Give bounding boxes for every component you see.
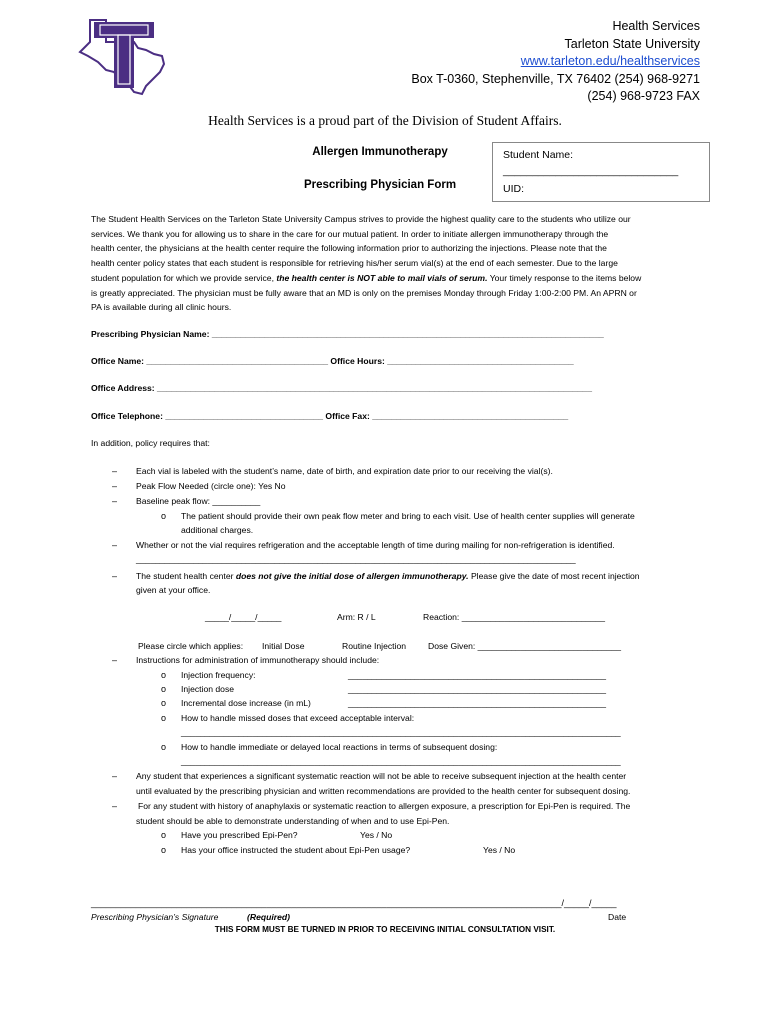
local-reactions-label: How to handle immediate or delayed local reactions in terms of subsequent dosing:	[181, 742, 498, 752]
peak-flow-note: The patient should provide their own peak flow meter and bring to each visit. Use of health center supplies will generate	[181, 511, 635, 521]
epipen-instructed-answer[interactable]: Yes / No	[483, 845, 516, 855]
injection-dose-label: Injection dose	[181, 684, 235, 694]
signature-required: (Required)	[247, 912, 290, 922]
office-address-field[interactable]: Office Address: ___________________________________________________________________________________________	[91, 383, 592, 393]
form-subtitle: Prescribing Physician Form	[303, 179, 457, 191]
dash-bullet: –	[112, 801, 118, 811]
baseline-peak-flow-field[interactable]: Baseline peak flow: __________	[136, 496, 261, 506]
arm-field[interactable]: Arm: R / L	[337, 612, 376, 622]
circle-bullet: o	[161, 511, 167, 521]
physician-name-field[interactable]: Prescribing Physician Name: __________________________________________________________________________________	[91, 329, 604, 339]
initial-dose-item	[136, 571, 640, 581]
dash-bullet: –	[112, 771, 118, 781]
peak-flow-needed[interactable]: Peak Flow Needed (circle one): Yes No	[136, 481, 286, 491]
vial-label-item: Each vial is labeled with the student’s name, date of birth, and expiration date prior to our receiving the vial(s).	[136, 466, 553, 476]
epipen-prescribed-question: Have you prescribed Epi-Pen?	[181, 830, 298, 840]
dash-bullet: –	[112, 466, 118, 476]
student-name-label: Student Name:	[503, 149, 574, 161]
dose-given-field[interactable]: Dose Given: ______________________________	[428, 641, 622, 651]
intro-line: health center policy states that each student is responsible for retrieving his/her serum vial(s) at the end of each semester. Due to the large	[91, 258, 618, 269]
signature-label: Prescribing Physician’s Signature	[91, 912, 219, 922]
initial-dose-item-cont: given at your office.	[136, 585, 211, 595]
anaphylaxis-item: For any student with history of anaphylaxis or systematic reaction to allergen exposure, a prescription for Epi-Pen is required. The	[138, 801, 631, 811]
circle-bullet: o	[161, 713, 167, 723]
reaction-field[interactable]: Reaction: ______________________________	[423, 612, 606, 622]
header-org: Health Services	[612, 19, 700, 33]
epipen-instructed-question: Has your office instructed the student about Epi-Pen usage?	[181, 845, 411, 855]
circle-bullet: o	[161, 684, 167, 694]
intro-paragraph	[91, 212, 691, 315]
local-reactions-field[interactable]: ____________________________________________________________________________________________	[181, 756, 621, 766]
form-title: Allergen Immunotherapy	[312, 146, 448, 158]
instructions-item: Instructions for administration of immunotherapy should include:	[136, 655, 380, 665]
injection-dose-field[interactable]: ______________________________________________________	[348, 684, 607, 694]
recent-injection-date-field[interactable]: _____/_____/_____	[205, 612, 282, 622]
circle-bullet: o	[161, 742, 167, 752]
circle-applies-label: Please circle which applies:	[138, 641, 244, 651]
dash-bullet: –	[112, 655, 118, 665]
header-address: Box T-0360, Stephenville, TX 76402 (254) 968-9271	[411, 71, 700, 86]
office-name-hours-field[interactable]: Office Name: ______________________________________ Office Hours: _______________________________________	[91, 356, 574, 366]
dash-bullet: –	[112, 540, 118, 550]
office-telephone-fax-field[interactable]: Office Telephone: _________________________________ Office Fax: _________________________________________	[91, 411, 569, 421]
student-uid-label[interactable]: UID:	[503, 183, 524, 195]
missed-doses-field[interactable]: ____________________________________________________________________________________________	[181, 727, 621, 737]
initial-dose-option[interactable]: Initial Dose	[262, 641, 305, 651]
initial-dose-text: Please give the date of most recent injection	[468, 571, 640, 581]
intro-emphasis-not: NOT	[357, 272, 376, 283]
dash-bullet: –	[112, 571, 118, 581]
intro-line	[91, 271, 691, 286]
incremental-dose-field[interactable]: ______________________________________________________	[348, 698, 607, 708]
intro-line: The Student Health Services on the Tarleton State University Campus strives to provide the highest quality care to the students who utilize our	[91, 214, 631, 224]
injection-frequency-field[interactable]: ______________________________________________________	[348, 670, 607, 680]
missed-doses-label: How to handle missed doses that exceed acceptable interval:	[181, 713, 415, 723]
intro-line: services. We thank you for allowing us to share in the care for our mutual patient. In order to initiate allergen immunotherapy through the	[91, 228, 609, 239]
intro-text: student population for which we provide service,	[91, 272, 277, 283]
date-label: Date	[608, 912, 627, 922]
dash-bullet: –	[112, 481, 118, 491]
student-name-field[interactable]: ______________________________	[503, 165, 679, 177]
initial-dose-emphasis: does not give the initial dose of allergen immunotherapy.	[235, 571, 469, 581]
circle-bullet: o	[161, 830, 167, 840]
refrigeration-item: Whether or not the vial requires refrigeration and the acceptable length of time during mailing for non-refrigeration is identified.	[136, 540, 615, 550]
initial-dose-text: The student health center	[136, 571, 236, 581]
incremental-dose-label: Incremental dose increase (in mL)	[181, 698, 311, 708]
header-fax: (254) 968-9723 FAX	[587, 89, 700, 103]
student-info-box	[492, 142, 710, 202]
intro-emphasis: able to mail vials of serum.	[375, 272, 488, 283]
dash-bullet: –	[112, 496, 118, 506]
header-university: Tarleton State University	[564, 36, 700, 51]
injection-frequency-label: Injection frequency:	[181, 670, 256, 680]
policy-intro: In addition, policy requires that:	[91, 438, 210, 448]
circle-bullet: o	[161, 670, 167, 680]
peak-flow-note-cont: additional charges.	[181, 525, 254, 535]
tagline: Health Services is a proud part of the Division of Student Affairs.	[208, 113, 562, 128]
header-website-link[interactable]: www.tarleton.edu/healthservices	[520, 54, 700, 68]
systemic-reaction-item-cont: until evaluated by the prescribing physician and written recommendations are provided to the health center for subsequent dosing.	[136, 786, 631, 796]
circle-bullet: o	[161, 698, 167, 708]
systemic-reaction-item: Any student that experiences a significant systematic reaction will not be able to receive subsequent injection at the health center	[136, 771, 627, 781]
intro-text: Your timely response to the items below	[487, 272, 642, 283]
signature-date-line[interactable]: ______________________________________________________________________________________________/_____/_____	[91, 898, 617, 908]
intro-line: is greatly appreciated. The physician must be fully aware that an MD is only on the premises Monday through Friday 1:00-2:00 PM. An APRN or	[91, 287, 637, 298]
intro-line: health center, the physicians at the health center require the following information prior to authorizing the injections. Please note that the	[91, 243, 607, 254]
refrigeration-answer-line[interactable]: ____________________________________________________________________________________________	[136, 554, 576, 564]
tarleton-texas-logo	[76, 14, 168, 98]
footer-notice: THIS FORM MUST BE TURNED IN PRIOR TO RECEIVING INITIAL CONSULTATION VISIT.	[214, 925, 556, 934]
anaphylaxis-item-cont: student should be able to demonstrate understanding of when and to use Epi-Pen.	[136, 816, 450, 826]
intro-line: PA is available during all clinic hours.	[91, 302, 232, 313]
routine-injection-option[interactable]: Routine Injection	[342, 641, 407, 651]
intro-emphasis: the health center is	[276, 272, 358, 283]
epipen-prescribed-answer[interactable]: Yes / No	[360, 830, 393, 840]
header-contact	[411, 18, 700, 106]
circle-bullet: o	[161, 845, 167, 855]
